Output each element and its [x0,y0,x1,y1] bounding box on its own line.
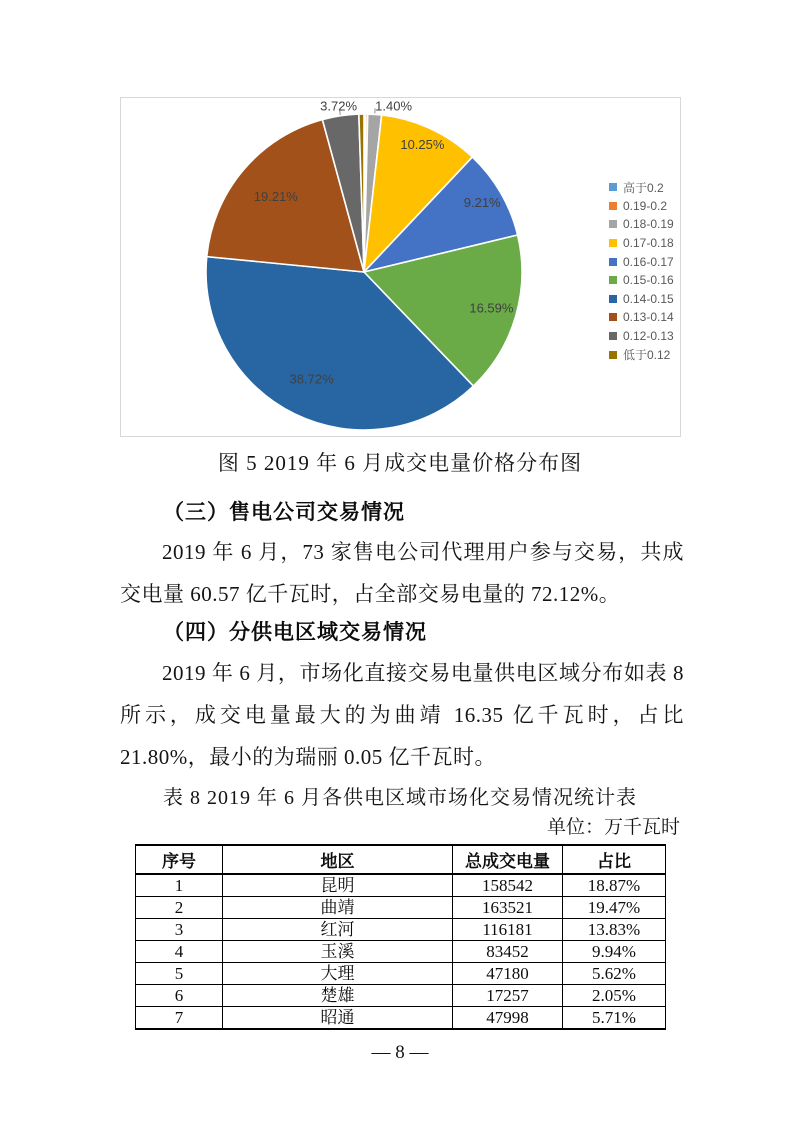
pie-data-label: 19.21% [253,189,298,205]
table-cell: 4 [136,941,223,963]
table-unit-label: 单位：万千瓦时 [546,817,680,838]
table-cell: 17257 [453,985,563,1007]
section-heading-4: （四）分供电区域交易情况 [163,621,427,644]
table-cell: 5 [136,963,223,985]
table-cell: 红河 [223,919,453,941]
table-header-cell: 占比 [563,845,666,874]
table-cell: 1 [136,874,223,897]
legend-swatch [609,351,617,359]
legend-label: 0.19-0.2 [623,198,668,213]
table-cell: 158542 [453,874,563,897]
legend-item [609,197,674,216]
table-header-cell: 地区 [223,845,453,874]
table-cell: 玉溪 [223,941,453,963]
table-cell: 昆明 [223,874,453,897]
table-body [136,874,666,1029]
paragraph-sales-companies: 2019 年 6 月，73 家售电公司代理用户参与交易，共成交电量 60.57 亿千瓦时，占全部交易电量的 72.12%。 [120,540,684,606]
pie-data-label: 9.21% [463,194,501,210]
legend-label: 0.16-0.17 [623,254,674,269]
legend-swatch [609,183,617,191]
legend-item [609,290,674,309]
legend-item [609,234,674,253]
table-cell: 6 [136,985,223,1007]
table-cell: 2.05% [563,985,666,1007]
legend-swatch [609,239,617,247]
figure-caption: 图 5 2019 年 6 月成交电量价格分布图 [217,451,583,475]
table-cell: 7 [136,1007,223,1030]
pie-data-label: 10.25% [400,137,445,153]
table-cell: 18.87% [563,874,666,897]
table-row [136,985,666,1007]
pie-data-label: 1.40% [375,98,413,114]
legend-swatch [609,295,617,303]
table-cell: 大理 [223,963,453,985]
table-cell: 5.62% [563,963,666,985]
table-cell: 13.83% [563,919,666,941]
legend-label: 0.13-0.14 [623,310,674,325]
table-cell: 19.47% [563,897,666,919]
table-row [136,963,666,985]
table-header-row [136,845,666,874]
legend-swatch [609,258,617,266]
table-cell: 昭通 [223,1007,453,1030]
pie-chart [121,98,680,436]
table-row [136,919,666,941]
legend-item [609,178,674,197]
legend-label: 0.12-0.13 [623,329,674,344]
legend-label: 低于0.12 [623,348,671,363]
legend-label: 0.14-0.15 [623,291,674,306]
page-number: — 8 — [371,1042,429,1063]
table-cell: 47180 [453,963,563,985]
table-row [136,897,666,919]
legend-swatch [609,332,617,340]
table-cell: 5.71% [563,1007,666,1030]
table-cell: 9.94% [563,941,666,963]
legend-item [609,252,674,271]
legend-item [609,327,674,346]
legend-label: 0.15-0.16 [623,273,674,288]
legend-label: 0.17-0.18 [623,236,674,251]
section-heading-3: （三）售电公司交易情况 [163,501,405,524]
legend-swatch [609,202,617,210]
table-cell: 2 [136,897,223,919]
table-row [136,1007,666,1030]
table-cell: 163521 [453,897,563,919]
table-row [136,941,666,963]
table-header-cell: 序号 [136,845,223,874]
table-cell: 83452 [453,941,563,963]
table-header-cell: 总成交电量 [453,845,563,874]
table-cell: 116181 [453,919,563,941]
legend-item [609,271,674,290]
legend-label: 高于0.2 [623,180,664,195]
chart-legend [609,178,674,364]
legend-item [609,345,674,364]
legend-swatch [609,220,617,228]
paragraph-regions: 2019 年 6 月，市场化直接交易电量供电区域分布如表 8 所示，成交电量最大的为曲靖 16.35 亿千瓦时，占比 21.80%，最小的为瑞丽 0.05 亿千瓦时。 [120,661,684,769]
legend-item [609,215,674,234]
pie-data-label: 38.72% [289,371,334,387]
table-cell: 楚雄 [223,985,453,1007]
region-trade-table [135,844,666,1030]
pie-data-label: 16.59% [469,300,514,316]
pie-data-label: 3.72% [320,98,358,114]
table-cell: 3 [136,919,223,941]
legend-swatch [609,313,617,321]
table-caption: 表 8 2019 年 6 月各供电区域市场化交易情况统计表 [163,787,637,809]
legend-item [609,308,674,327]
table-row [136,874,666,897]
table-cell: 曲靖 [223,897,453,919]
table-cell: 47998 [453,1007,563,1030]
legend-swatch [609,276,617,284]
pie-chart-container [120,97,681,437]
legend-label: 0.18-0.19 [623,217,674,232]
